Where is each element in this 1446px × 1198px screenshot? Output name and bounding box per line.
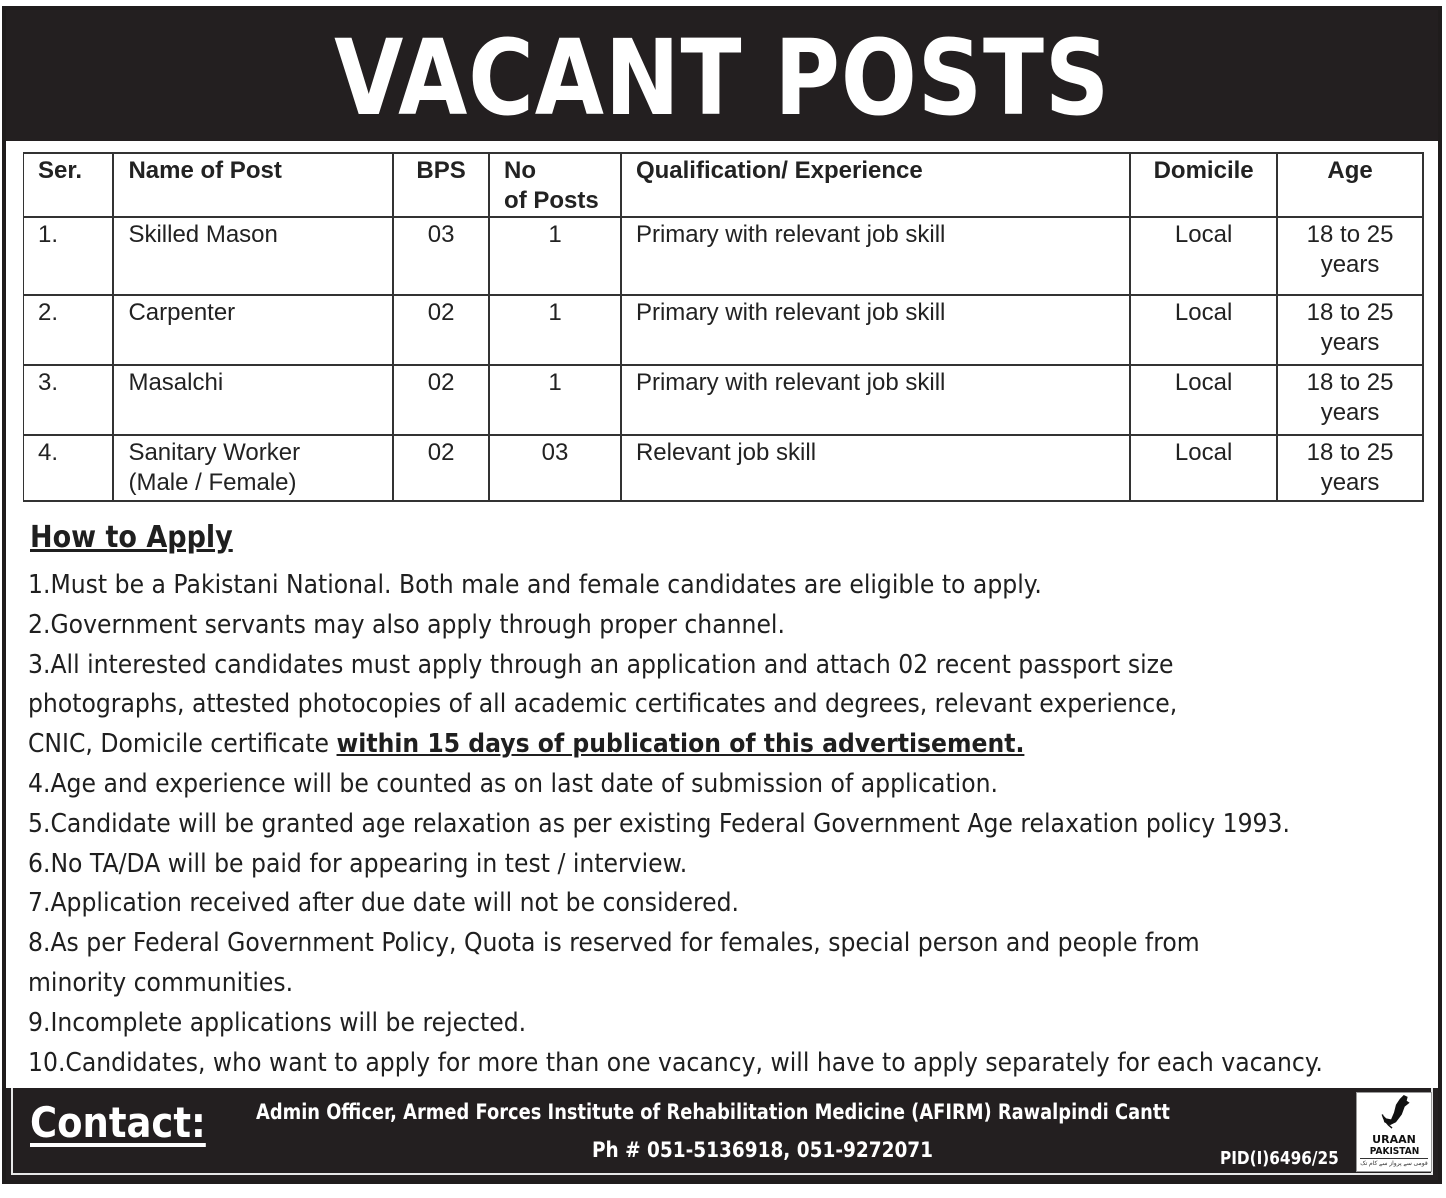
cell-qualification: Primary with relevant job skill <box>621 365 1130 435</box>
section-heading: How to Apply <box>30 520 233 555</box>
contact-address: Admin Officer, Armed Forces Institute of Rehabilitation Medicine (AFIRM) Rawalpindi Cantt <box>256 1100 1170 1124</box>
cell-bps: 03 <box>393 217 489 295</box>
contact-phone: Ph # 051-5136918, 051-9272071 <box>592 1138 934 1162</box>
column-header-ser: Ser. <box>24 153 114 217</box>
cell-name: Sanitary Worker (Male / Female) <box>113 435 393 501</box>
deadline-emphasis: within 15 days of publication of this advertisement. <box>336 729 1025 760</box>
page-title: VACANT POSTS <box>334 16 1110 139</box>
cell-domicile: Local <box>1130 295 1277 365</box>
cell-bps: 02 <box>393 435 489 501</box>
instruction-item: 8.As per Federal Government Policy, Quota is reserved for females, special person and people from <box>28 928 1200 959</box>
how-to-apply-section <box>28 518 1438 1083</box>
column-header-domicile: Domicile <box>1130 153 1277 217</box>
column-header-qualification: Qualification/ Experience <box>621 153 1130 217</box>
cell-bps: 02 <box>393 295 489 365</box>
instruction-item-cont: minority communities. <box>28 967 294 998</box>
instruction-item: 1.Must be a Pakistani National. Both male and female candidates are eligible to apply. <box>28 570 1042 600</box>
instruction-item-cont: photographs, attested photocopies of all academic certificates and degrees, relevant experience, <box>28 689 1178 720</box>
instruction-item: 5.Candidate will be granted age relaxation as per existing Federal Government Age relaxation policy 1993. <box>28 808 1290 839</box>
cell-ser: 2. <box>24 295 114 365</box>
cell-qualification: Primary with relevant job skill <box>621 217 1130 295</box>
cell-ser: 1. <box>24 217 114 295</box>
table-header-row <box>24 153 1424 217</box>
cell-age: 18 to 25 years <box>1277 435 1423 501</box>
vacancies-table <box>23 152 1424 502</box>
header-band <box>6 10 1438 141</box>
cell-qualification: Relevant job skill <box>621 435 1130 501</box>
instruction-item: 10.Candidates, who want to apply for more than one vacancy, will have to apply separately for each vacancy. <box>28 1047 1323 1078</box>
instruction-item: 7.Application received after due date will not be considered. <box>28 888 740 919</box>
instruction-item: 2.Government servants may also apply through proper channel. <box>28 609 785 640</box>
instruction-item: 4.Age and experience will be counted as on last date of submission of application. <box>28 768 999 799</box>
column-header-name: Name of Post <box>113 153 393 217</box>
cell-no-of-posts: 03 <box>489 435 621 501</box>
table-row <box>24 365 1424 435</box>
contact-label: Contact: <box>30 1098 206 1147</box>
cell-name: Masalchi <box>113 365 393 435</box>
instruction-item: 3.All interested candidates must apply through an application and attach 02 recent passport size <box>28 649 1174 680</box>
cell-no-of-posts: 1 <box>489 295 621 365</box>
uraan-pakistan-logo <box>1356 1092 1432 1172</box>
instruction-item: 6.No TA/DA will be paid for appearing in test / interview. <box>28 848 688 879</box>
column-header-age: Age <box>1277 153 1423 217</box>
column-header-no-of-posts: No of Posts <box>489 153 621 217</box>
cell-domicile: Local <box>1130 365 1277 435</box>
cell-name: Carpenter <box>113 295 393 365</box>
instruction-item-cont: CNIC, Domicile certificate within 15 days of publication of this advertisement. <box>28 729 1025 760</box>
logo-line2: PAKISTAN <box>1369 1146 1419 1157</box>
contact-footer <box>6 1088 1438 1180</box>
advertisement-frame <box>2 6 1442 1184</box>
cell-age: 18 to 25 years <box>1277 365 1423 435</box>
cell-bps: 02 <box>393 365 489 435</box>
table-row <box>24 295 1424 365</box>
pid-number: PID(I)6496/25 <box>1220 1148 1339 1169</box>
cell-age: 18 to 25 years <box>1277 295 1423 365</box>
cell-ser: 4. <box>24 435 114 501</box>
table-row <box>24 435 1424 501</box>
table-row <box>24 217 1424 295</box>
cell-qualification: Primary with relevant job skill <box>621 295 1130 365</box>
cell-no-of-posts: 1 <box>489 365 621 435</box>
cell-domicile: Local <box>1130 435 1277 501</box>
cell-age: 18 to 25 years <box>1277 217 1423 295</box>
column-header-bps: BPS <box>393 153 489 217</box>
cell-name: Skilled Mason <box>113 217 393 295</box>
logo-tagline: قومی سے پرواز سے کام تک <box>1360 1158 1428 1168</box>
instruction-item: 9.Incomplete applications will be rejected. <box>28 1007 527 1038</box>
eagle-icon <box>1374 1093 1414 1132</box>
cell-ser: 3. <box>24 365 114 435</box>
logo-line1: URAAN <box>1372 1133 1416 1146</box>
cell-domicile: Local <box>1130 217 1277 295</box>
cell-no-of-posts: 1 <box>489 217 621 295</box>
